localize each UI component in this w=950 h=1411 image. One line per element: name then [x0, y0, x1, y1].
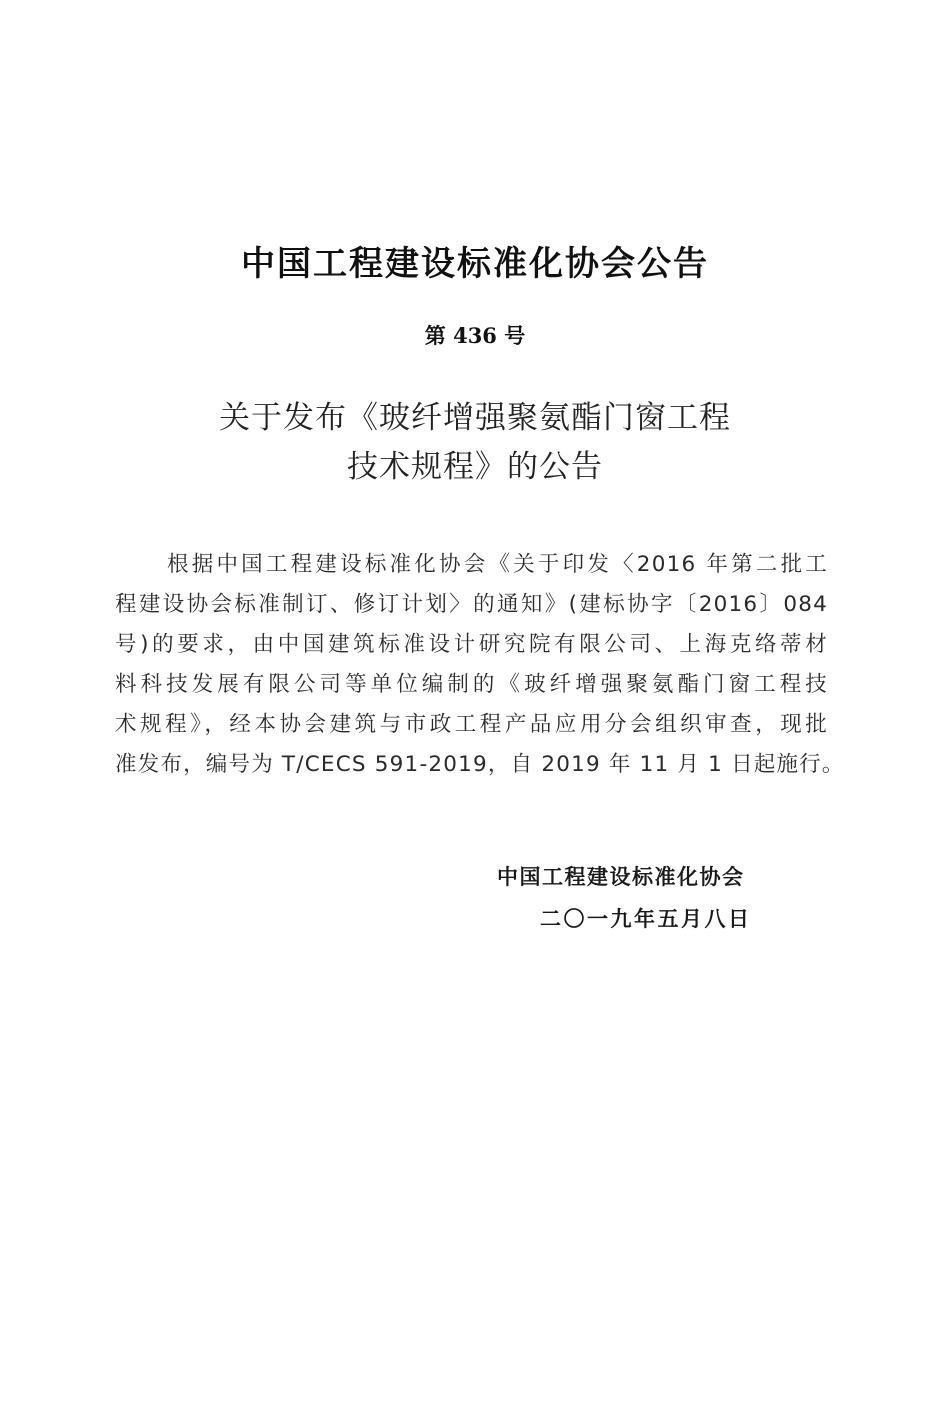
announcement-title: 中国工程建设标准化协会公告 — [241, 244, 709, 284]
signature-date: 二〇一九年五月八日 — [540, 907, 752, 931]
announcement-body — [115, 545, 845, 785]
body-line: 号)的要求，由中国建筑标准设计研究院有限公司、上海克络蒂材 — [115, 632, 828, 657]
body-line: 准发布，编号为 T/CECS 591-2019，自 2019 年 11 月 1 日起施行。 — [115, 752, 845, 777]
announcement-number: 第 436 号 — [424, 323, 526, 348]
subject-line: 关于发布《玻纤增强聚氨酯门窗工程 — [219, 400, 731, 436]
body-line: 术规程》，经本协会建筑与市政工程产品应用分会组织审查，现批 — [115, 712, 828, 737]
announcement-subject — [0, 394, 950, 492]
subject-line: 技术规程》的公告 — [347, 449, 603, 485]
signature-organization: 中国工程建设标准化协会 — [497, 865, 745, 889]
signature-block — [497, 856, 787, 940]
body-line: 根据中国工程建设标准化协会《关于印发〈2016 年第二批工 — [167, 552, 828, 577]
body-line: 料科技发展有限公司等单位编制的《玻纤增强聚氨酯门窗工程技 — [115, 672, 828, 697]
body-line: 程建设协会标准制订、修订计划〉的通知》(建标协字〔2016〕084 — [115, 592, 828, 617]
